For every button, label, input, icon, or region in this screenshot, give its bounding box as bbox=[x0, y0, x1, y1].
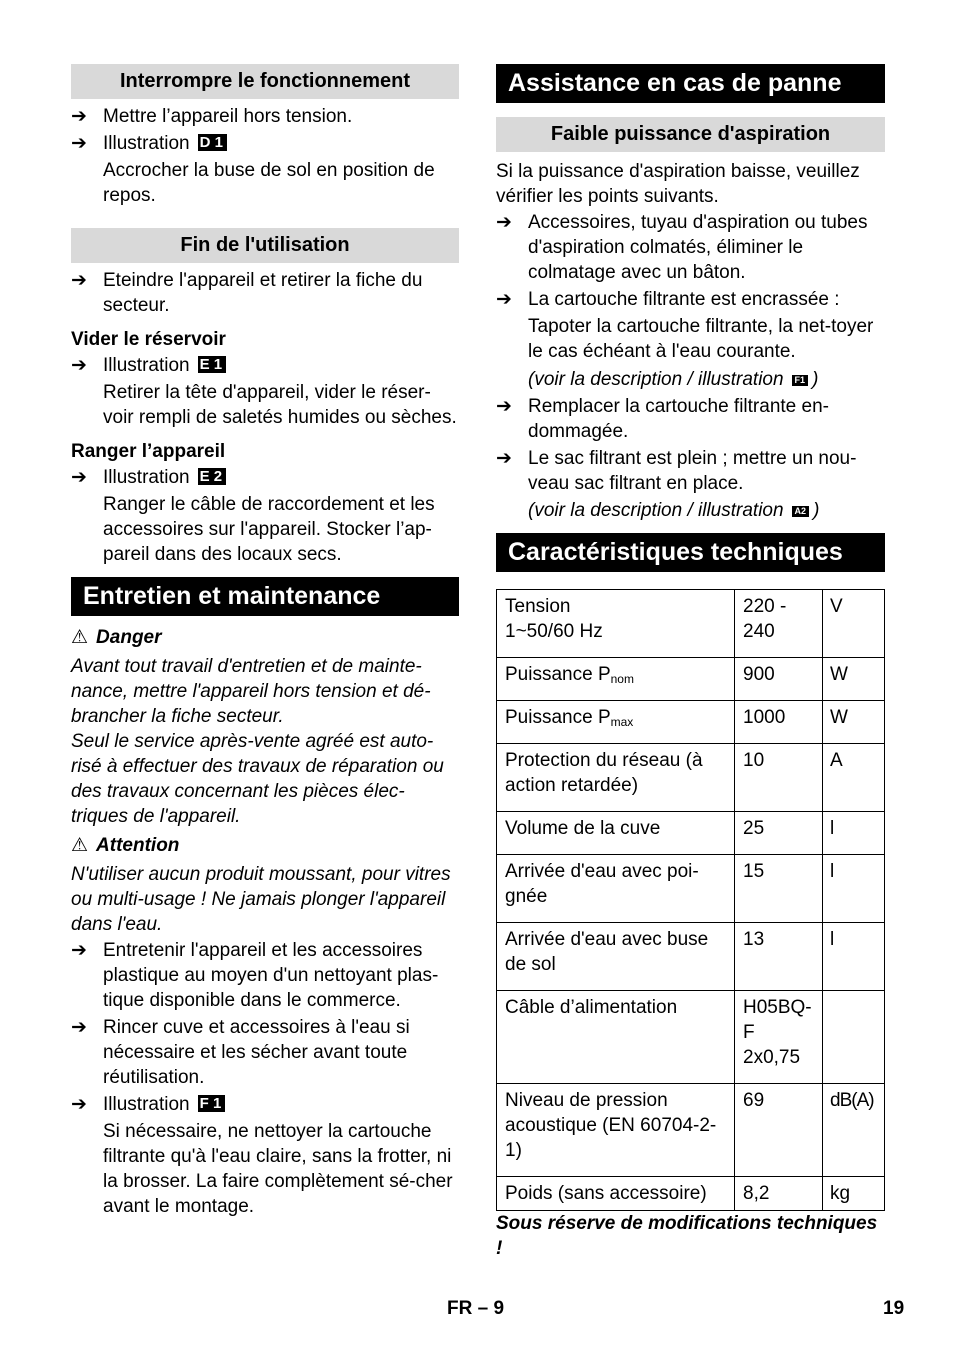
heading-vider-reservoir: Vider le réservoir bbox=[71, 329, 226, 350]
step-illustration-e2: ➔ Illustration E 2 bbox=[71, 465, 459, 490]
step-rincer: ➔ Rincer cuve et accessoires à l'eau si nécessaire et les sécher avant toute réutilisation. bbox=[71, 1017, 410, 1088]
assistance-intro: Si la puissance d'aspiration baisse, veuillez vérifier les points suivants. bbox=[496, 161, 860, 207]
tech-specs-table bbox=[496, 589, 885, 1211]
arrow-icon: ➔ bbox=[71, 106, 87, 127]
arrow-icon: ➔ bbox=[71, 133, 87, 154]
right-column bbox=[496, 64, 885, 1261]
left-column bbox=[71, 64, 459, 1219]
attention-heading: ⚠ Attention bbox=[71, 835, 180, 856]
step-continuation: Tapoter la cartouche filtrante, la net-toyer le cas échéant à l'eau courante. bbox=[528, 316, 874, 362]
illustration-badge-e2: E 2 bbox=[198, 468, 227, 485]
step-continuation: Si nécessaire, ne nettoyer la cartouche filtrante qu'à l'eau claire, sans la frotter, ni la brosser. La faire complètement sé-cher avant le montage. bbox=[103, 1121, 453, 1217]
arrow-icon: ➔ bbox=[71, 940, 87, 961]
table-row: Arrivée d'eau avec buse de sol 13 l bbox=[497, 923, 885, 991]
step-sac-filtrant: ➔ Le sac filtrant est plein ; mettre un nou-veau sac filtrant en place. bbox=[496, 448, 857, 494]
illustration-badge-f1: F 1 bbox=[198, 1095, 226, 1112]
warning-triangle-icon: ⚠ bbox=[71, 627, 89, 648]
step-accessoires-colmates: ➔ Accessoires, tuyau d'aspiration ou tubes d'aspiration colmatés, éliminer le colmatage avec un bâton. bbox=[496, 212, 868, 283]
table-row: Volume de la cuve 25 l bbox=[497, 812, 885, 855]
step-illustration-e1: ➔ Illustration E 1 bbox=[71, 353, 459, 378]
step-continuation: Retirer la tête d'appareil, vider le réser-voir rempli de saletés humides ou sèches. bbox=[103, 382, 457, 428]
arrow-icon: ➔ bbox=[71, 467, 87, 488]
heading-entretien-maintenance: Entretien et maintenance bbox=[71, 577, 459, 616]
page-number: 19 bbox=[883, 1298, 905, 1319]
arrow-icon: ➔ bbox=[496, 289, 512, 310]
tech-note: Sous réserve de modifications techniques ! bbox=[496, 1213, 878, 1259]
step-continuation: Ranger le câble de raccordement et les accessoires sur l'appareil. Stocker l’ap-pareil dans des locaux secs. bbox=[103, 494, 435, 565]
table-row: Arrivée d'eau avec poi-gnée 15 l bbox=[497, 855, 885, 923]
danger-heading: ⚠ Danger bbox=[71, 627, 162, 648]
step-illustration-d1: ➔ Illustration D 1 bbox=[71, 131, 459, 156]
arrow-icon: ➔ bbox=[71, 270, 87, 291]
heading-fin-utilisation: Fin de l'utilisation bbox=[71, 228, 459, 263]
table-row: Tension 1~50/60 Hz 220 - 240 V bbox=[497, 590, 885, 658]
illustration-badge-f1-small: F1 bbox=[792, 375, 809, 386]
arrow-icon: ➔ bbox=[496, 212, 512, 233]
step-continuation: Accrocher la buse de sol en position de repos. bbox=[103, 160, 435, 206]
step-remplacer-cartouche: ➔ Remplacer la cartouche filtrante en-dommagée. bbox=[496, 396, 829, 442]
footer-lang-page: FR – 9 bbox=[447, 1298, 505, 1319]
table-row: Puissance $P_{max}$ 1000 W bbox=[497, 701, 885, 744]
arrow-icon: ➔ bbox=[71, 1017, 87, 1038]
arrow-icon: ➔ bbox=[71, 355, 87, 376]
step-eteindre: ➔ Eteindre l'appareil et retirer la fiche du secteur. bbox=[71, 270, 423, 316]
table-row: Puissance $P_{nom}$ 900 W bbox=[497, 658, 885, 701]
heading-ranger-appareil: Ranger l’appareil bbox=[71, 441, 226, 462]
reference-a2: (voir la description / illustration A2 ) bbox=[528, 500, 820, 521]
illustration-badge-d1: D 1 bbox=[198, 134, 227, 151]
illustration-badge-e1: E 1 bbox=[198, 356, 227, 373]
illustration-badge-a2-small: A2 bbox=[792, 506, 810, 517]
heading-interrompre: Interrompre le fonctionnement bbox=[71, 64, 459, 99]
heading-assistance-panne: Assistance en cas de panne bbox=[496, 64, 885, 103]
heading-caracteristiques-techniques: Caractéristiques techniques bbox=[496, 533, 885, 572]
arrow-icon: ➔ bbox=[71, 1094, 87, 1115]
table-row: Niveau de pression acoustique (EN 60704-2-1) 69 dB(A) bbox=[497, 1084, 885, 1177]
table-row: Poids (sans accessoire) 8,2 kg bbox=[497, 1177, 885, 1211]
warning-triangle-icon: ⚠ bbox=[71, 835, 89, 856]
step-entretenir: ➔ Entretenir l'appareil et les accessoires plastique au moyen d'un nettoyant plas-tique disponible dans le commerce. bbox=[71, 940, 439, 1011]
heading-faible-puissance: Faible puissance d'aspiration bbox=[496, 117, 885, 152]
danger-text-2: Seul le service après-vente agréé est auto-risé à effectuer des travaux de réparation ou des travaux concernant les pièces élec-triques de l'appareil. bbox=[71, 731, 444, 827]
table-row: Câble d’alimentation H05BQ-F 2x0,75 bbox=[497, 991, 885, 1084]
attention-text: N'utiliser aucun produit moussant, pour vitres ou multi-usage ! Ne jamais plonger l'appareil dans l'eau. bbox=[71, 864, 451, 935]
step-cartouche-encrassee: ➔ La cartouche filtrante est encrassée : bbox=[496, 289, 840, 310]
arrow-icon: ➔ bbox=[496, 448, 512, 469]
step-mettre-hors-tension: ➔ Mettre l’appareil hors tension. bbox=[71, 106, 353, 127]
arrow-icon: ➔ bbox=[496, 396, 512, 417]
step-illustration-f1: ➔ Illustration F 1 bbox=[71, 1092, 459, 1117]
table-row: Protection du réseau (à action retardée) 10 A bbox=[497, 744, 885, 812]
reference-f1: (voir la description / illustration F1 ) bbox=[528, 369, 819, 390]
danger-text: Avant tout travail d'entretien et de mainte-nance, mettre l'appareil hors tension et dé-brancher la fiche secteur. bbox=[71, 656, 431, 727]
